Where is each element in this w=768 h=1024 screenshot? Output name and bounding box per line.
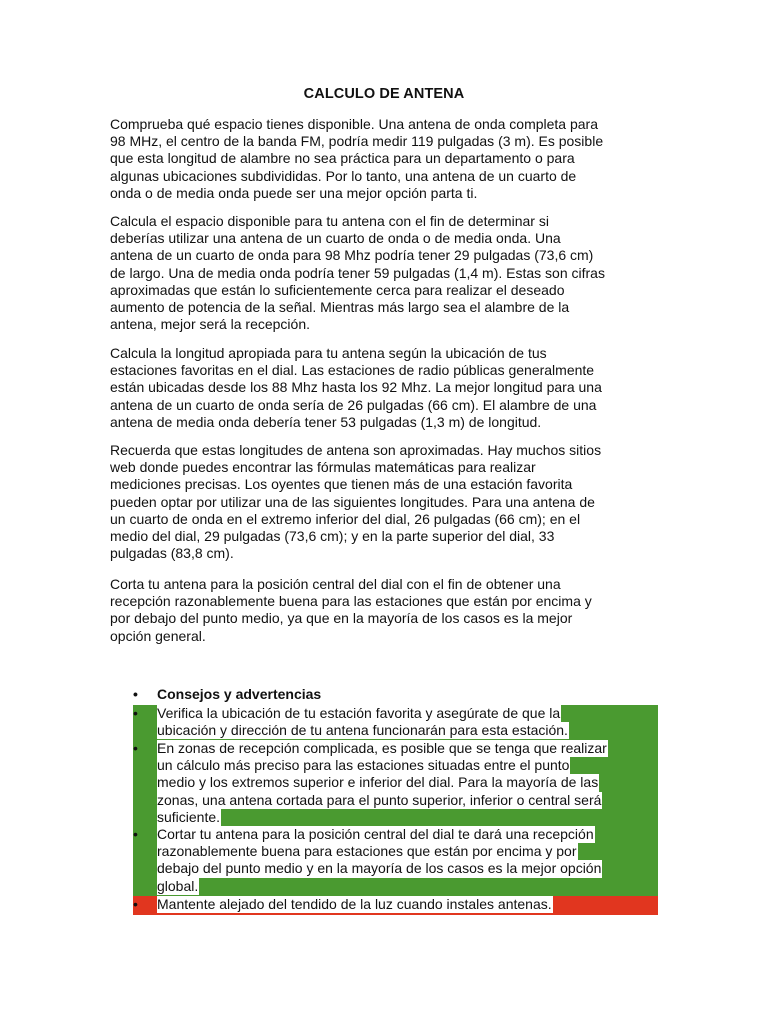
tip-line: un cálculo más preciso para las estaciones situadas entre el punto (157, 757, 570, 774)
text-line: aproximadas que están lo suficientemente cerca para realizar el deseado (110, 281, 565, 298)
text-line: Calcula la longitud apropiada para tu antena según la ubicación de tus (110, 345, 547, 361)
document-title: CALCULO DE ANTENA (303, 86, 465, 102)
tip-line: medio y los extremos superior e inferior del dial. Para la mayoría de las (157, 774, 599, 791)
tip-line: Cortar tu antena para la posición central del dial te dará una recepción (157, 826, 594, 842)
text-line: onda o de media onda puede ser una mejor opción parta ti. (110, 184, 478, 201)
text-line: medio del dial, 29 pulgadas (73,6 cm); y en la parte superior del dial, 33 (110, 528, 555, 545)
paragraph-5 (110, 576, 655, 645)
text-line: Comprueba qué espacio tienes disponible. Una antena de onda completa para (110, 116, 599, 132)
tips-heading-text: Consejos y advertencias (157, 686, 322, 702)
text-line: Recuerda que estas longitudes de antena son aproximadas. Hay muchos sitios (110, 442, 602, 458)
tip-line: global. (157, 877, 199, 894)
tip-line: En zonas de recepción complicada, es posible que se tenga que realizar (157, 740, 607, 756)
tip-line: razonablemente buena para estaciones que están por encima y por (157, 843, 577, 860)
text-line: que esta longitud de alambre no sea práctica para un departamento o para (110, 150, 575, 167)
bullet-icon: • (133, 826, 138, 842)
text-line: antena de media onda debería tener 53 pulgadas (1,3 m) de longitud. (110, 413, 542, 430)
bullet-icon: • (133, 705, 138, 721)
text-line: algunas ubicaciones subdivididas. Por lo tanto, una antena de un cuarto de (110, 167, 577, 184)
paragraph-2 (110, 213, 655, 333)
text-line: pulgadas (83,8 cm). (110, 545, 234, 562)
bullet-icon: • (133, 686, 138, 702)
text-line: pueden optar por utilizar una de las siguientes longitudes. Para una antena de (110, 493, 595, 510)
text-line: antena de un cuarto de onda sería de 26 pulgadas (66 cm). El alambre de una (110, 396, 597, 413)
text-line: Calcula el espacio disponible para tu antena con el fin de determinar si (110, 213, 549, 229)
text-line: de largo. Una de media onda podría tener 59 pulgadas (1,4 m). Estas son cifras (110, 264, 605, 281)
text-line: 98 MHz, el centro de la banda FM, podría medir 119 pulgadas (3 m). Es posible (110, 133, 604, 150)
tip-line: debajo del punto medio y en la mayoría de los casos es la mejor opción (157, 860, 602, 877)
bullet-icon: • (133, 740, 138, 756)
text-line: antena, mejor será la recepción. (110, 316, 310, 333)
text-line: deberías utilizar una antena de un cuarto de onda o de media onda. Una (110, 230, 561, 247)
text-line: están ubicadas desde los 88 Mhz hasta los 92 Mhz. La mejor longitud para una (110, 379, 602, 396)
text-line: aumento de potencia de la señal. Mientras más largo sea el alambre de la (110, 299, 570, 316)
text-line: mediciones precisas. Los oyentes que tienen más de una estación favorita (110, 476, 573, 493)
paragraph-4 (110, 442, 655, 562)
text-line: recepción razonablemente buena para las estaciones que están por encima y (110, 593, 592, 610)
text-line: un cuarto de onda en el extremo inferior del dial, 26 pulgadas (66 cm); en el (110, 510, 581, 527)
text-line: opción general. (110, 627, 206, 644)
tip-item-1 (133, 705, 658, 740)
tip-line: suficiente. (157, 808, 221, 825)
tip-item-4-warning (133, 896, 658, 915)
text-line: Corta tu antena para la posición central del dial con el fin de obtener una (110, 576, 561, 592)
tip-item-3 (133, 826, 658, 896)
bullet-icon: • (133, 896, 138, 912)
tip-line: ubicación y dirección de tu antena funcionarán para esta estación. (157, 722, 568, 739)
paragraph-3 (110, 345, 655, 431)
tip-line: Verifica la ubicación de tu estación favorita y asegúrate de que la (157, 705, 561, 721)
text-line: web donde puedes encontrar las fórmulas matemáticas para realizar (110, 459, 536, 476)
paragraph-1 (110, 116, 655, 202)
tip-line: Mantente alejado del tendido de la luz cuando instales antenas. (157, 896, 552, 912)
tip-item-2 (133, 740, 658, 826)
tip-line: zonas, una antena cortada para el punto superior, inferior o central será (157, 791, 602, 808)
text-line: estaciones favoritas en el dial. Las estaciones de radio públicas generalmente (110, 362, 595, 379)
text-line: por debajo del punto medio, ya que en la mayoría de los casos es la mejor (110, 610, 573, 627)
text-line: antena de un cuarto de onda para 98 Mhz podría tener 29 pulgadas (73,6 cm) (110, 247, 594, 264)
